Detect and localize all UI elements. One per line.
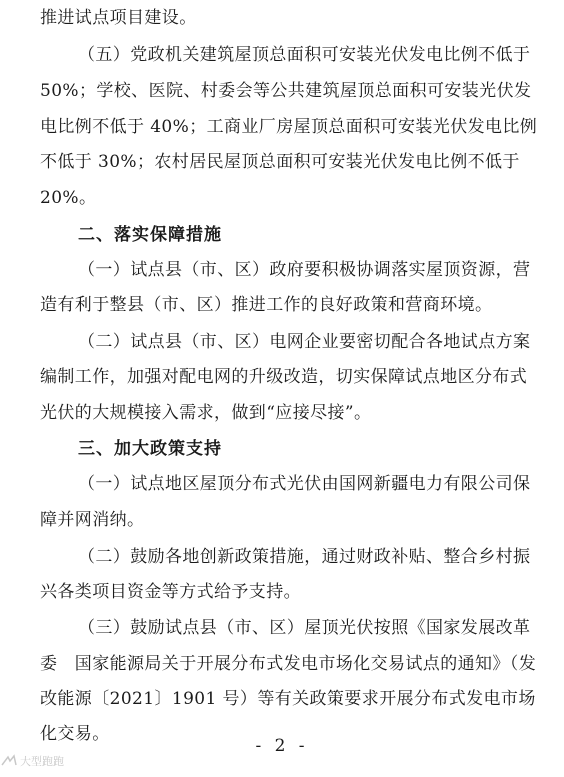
text-line: 光伏的大规模接入需求，做到“应接尽接”。 [40, 403, 372, 423]
watermark-text: 大型跑跑 [20, 755, 64, 768]
text-line: （一）试点地区屋顶分布式光伏由国网新疆电力有限公司保 [78, 474, 531, 494]
page-number: - 2 - [255, 736, 309, 756]
section-heading: 二、落实保障措施 [78, 225, 222, 245]
text-line: 化交易。 [40, 724, 110, 744]
text-line: 造有利于整县（市、区）推进工作的良好政策和营商环境。 [40, 295, 493, 315]
text-line: 不低于 30%；农村居民屋顶总面积可安装光伏发电比例不低于 [40, 152, 520, 172]
text-line: 委 国家能源局关于开展分布式发电市场化交易试点的通知》（发 [40, 654, 537, 674]
text-line: （三）鼓励试点县（市、区）屋顶光伏按照《国家发展改革 [78, 618, 531, 638]
section-heading: 三、加大政策支持 [78, 439, 222, 459]
text-line: （二）试点县（市、区）电网企业要密切配合各地试点方案 [78, 332, 531, 352]
watermark-logo-icon [0, 754, 18, 768]
text-line: 推进试点项目建设。 [40, 8, 197, 28]
watermark [0, 753, 64, 769]
text-line: 20%。 [40, 188, 97, 208]
text-line: 障并网消纳。 [40, 510, 145, 530]
text-line: （二）鼓励各地创新政策措施，通过财政补贴、整合乡村振 [78, 547, 531, 567]
text-line: 改能源〔2021〕1901 号）等有关政策要求开展分布式发电市场 [40, 689, 536, 709]
text-line: （五）党政机关建筑屋顶总面积可安装光伏发电比例不低于 [78, 45, 531, 65]
text-line: 兴各类项目资金等方式给予支持。 [40, 582, 301, 602]
text-line: （一）试点县（市、区）政府要积极协调落实屋顶资源，营 [78, 260, 531, 280]
text-line: 电比例不低于 40%；工商业厂房屋顶总面积可安装光伏发电比例 [40, 117, 538, 137]
text-line: 50%；学校、医院、村委会等公共建筑屋顶总面积可安装光伏发 [40, 81, 532, 101]
text-line: 编制工作，加强对配电网的升级改造，切实保障试点地区分布式 [40, 367, 528, 387]
